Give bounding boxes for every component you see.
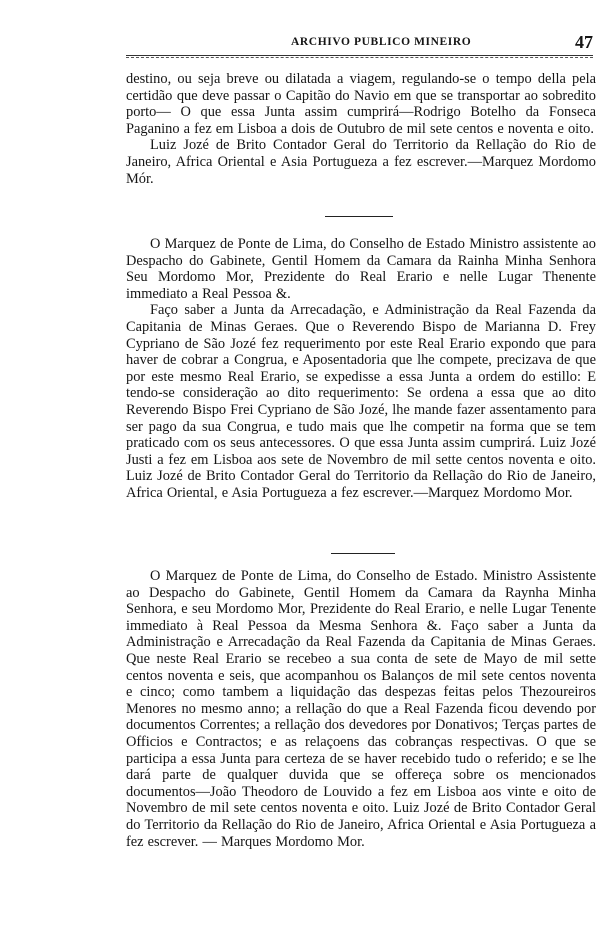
paragraph: destino, ou seja breve ou dilatada a viagem, regulando-se o tempo della pela certidão que deve passar o Capitão do Navio em que se transportar ao sobredito porto— O que essa Junta assim cumprirá—Rodrigo Botelho da Fonseca Paganino a fez em Lisboa a dois de Outubro de mil sete centos e noventa e oito. xyxy=(126,71,596,137)
header-rule xyxy=(126,55,593,58)
paragraph: Faço saber a Junta da Arrecadação, e Administração da Real Fazenda da Capitania de Minas Geraes. Que o Reverendo Bispo de Marianna D. Frey Cypriano de São Jozé fez requerimento por este Real Erario expondo que para haver de cobrar a Congrua, e Aposentadoria que lhe compete, precizava de que por este mesmo Real Erario, se expedisse a essa Junta a ordem do estillo: E tendo-se consideração ao dito requerimento: Se ordena a essa que ao dito Reverendo Bispo Frei Cypriano de São Jozé, lhe mande fazer assentamento para ser pago da sua Congrua, e tudo mais que lhe competir na forma que se tem praticado com os seus antecessores. O que essa Junta assim cumprirá. Luiz Jozé Justi a fez em Lisboa aos sete de Novembro de mil sette centos noventa e oito. Luiz Jozé de Brito Contador Geral do Territorio da Rellação do Rio de Janeiro, Africa Oriental, e Asia Portugueza a fez escrever.—Marquez Mordomo Mor. xyxy=(126,302,596,501)
page-header xyxy=(126,34,593,54)
paragraph: O Marquez de Ponte de Lima, do Conselho de Estado Ministro assistente ao Despacho do Gabinete, Gentil Homem da Camara da Rainha Minha Senhora Seu Mordomo Mor, Prezidente do Real Erario e nelle Lugar Thenente immediato a Real Pessoa &. xyxy=(126,236,596,302)
page-number: 47 xyxy=(575,32,593,52)
text-block-2 xyxy=(126,236,596,502)
text-block-3 xyxy=(126,568,596,850)
section-separator xyxy=(331,553,395,554)
section-separator xyxy=(325,216,393,217)
text-block-1 xyxy=(126,71,596,187)
paragraph: Luiz Jozé de Brito Contador Geral do Territorio da Rellação do Rio de Janeiro, Africa Oriental e Asia Portugueza a fez escrever.—Marquez Mordomo Mór. xyxy=(126,137,596,187)
paragraph: O Marquez de Ponte de Lima, do Conselho de Estado. Ministro Assistente ao Despacho do Gabinete, Gentil Homem da Camara da Raynha Minha Senhora, e seu Mordomo Mor, Prezidente do Real Erario, e nelle Lugar Tenente immediato à Real Pessoa da Mesma Senhora &. Faço saber a Junta da Administração e Arrecadação da Real Fazenda da Capitania de Minas Geraes. Que neste Real Erario se recebeo a sua conta de sete de Mayo de mil sette centos noventa e seis, que acompanhou os Balanços de mil sete centos noventa e cinco; como tambem a liquidação das despezas feitas pelos Thezoureiros Menores no mesmo anno; a rellação do que a Real Fazenda ficou devendo por documentos Correntes; a rellação dos devedores por Donativos; Terças partes de Officios e Contractos; e as relaçoens das cobranças respectivas. O que se participa a essa Junta para certeza de se haver recebido tudo o referido; e se lhe dará parte de qualquer duvida que se offereça sobre os mencionados documentos—João Theodoro de Louvido a fez em Lisboa aos vinte e oito de Novembro de mil sete centos noventa e oito. Luiz Jozé de Brito Contador Geral do Territorio da Rellação do Rio de Janeiro, Africa Oriental e Asia Portugueza a fez escrever. — Marques Mordomo Mor. xyxy=(126,568,596,850)
running-title: ARCHIVO PUBLICO MINEIRO xyxy=(291,36,472,48)
